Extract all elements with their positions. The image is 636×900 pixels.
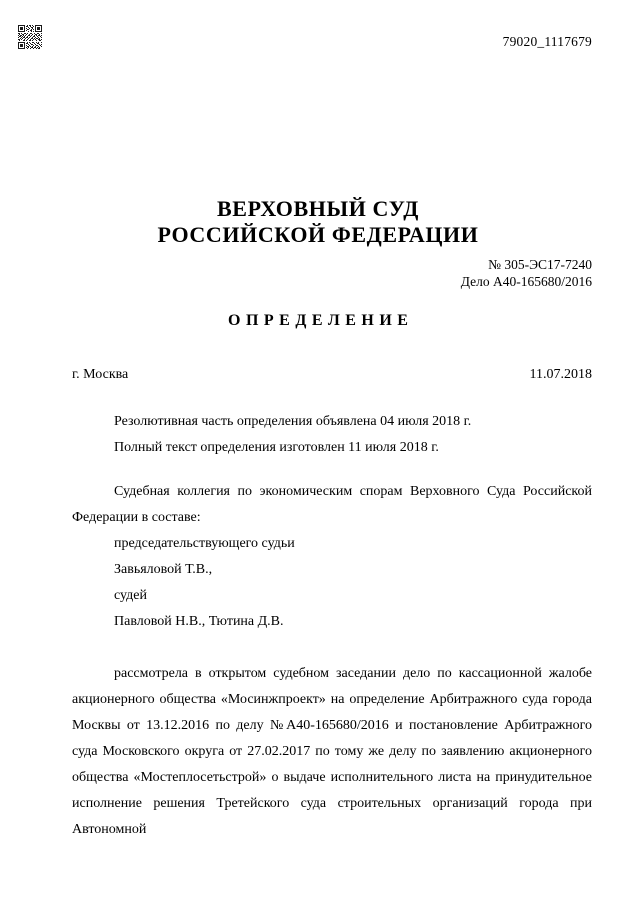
document-kind-heading: ОПРЕДЕЛЕНИЕ: [228, 312, 414, 329]
case-file-number: Дело А40-165680/2016: [460, 274, 592, 289]
qr-code-stamp: [17, 24, 43, 50]
city-label: г. Москва: [72, 367, 129, 382]
document-code: 79020_1117679: [502, 34, 592, 49]
announcement-block: [72, 409, 592, 461]
presiding-judge-name: Завьяловой Т.В.,: [114, 562, 213, 577]
case-number: № 305-ЭС17-7240: [488, 257, 592, 272]
announcement-resolution: Резолютивная часть определения объявлена 04 июля 2018 г.: [114, 414, 472, 429]
announcement-full-text: Полный текст определения изготовлен 11 июля 2018 г.: [114, 440, 439, 455]
panel-intro: Судебная коллегия по экономическим спорам Верховного Суда Российской Федерации в составе:: [72, 484, 592, 525]
judicial-panel-block: [72, 479, 592, 635]
court-title-line-1: ВЕРХОВНЫЙ СУД: [217, 196, 419, 221]
court-title: [0, 196, 636, 248]
court-title-line-2: РОССИЙСКОЙ ФЕДЕРАЦИИ: [157, 222, 479, 247]
judges-label: судей: [114, 588, 147, 603]
body-paragraph: рассмотрела в открытом судебном заседании дело по кассационной жалобе акционерного общества «Мосинжпроект» на определение Арбитражного суда города Москвы от 13.12.2016 по делу №А40-165680/2016 и постановление Арбитражного суда Московского округа от 27.02.2017 по тому же делу по заявлению акционерного общества «Мостеплосетьстрой» о выдаче исполнительного листа на принудительное исполнение решения Третейского суда строительных организаций города при Автономной: [72, 666, 592, 837]
judges-names: Павловой Н.В., Тютина Д.В.: [114, 614, 284, 629]
city-date-row: [72, 367, 592, 383]
date-label: 11.07.2018: [529, 367, 592, 382]
case-numbers: [461, 256, 592, 290]
presiding-judge-label: председательствующего судьи: [114, 536, 295, 551]
